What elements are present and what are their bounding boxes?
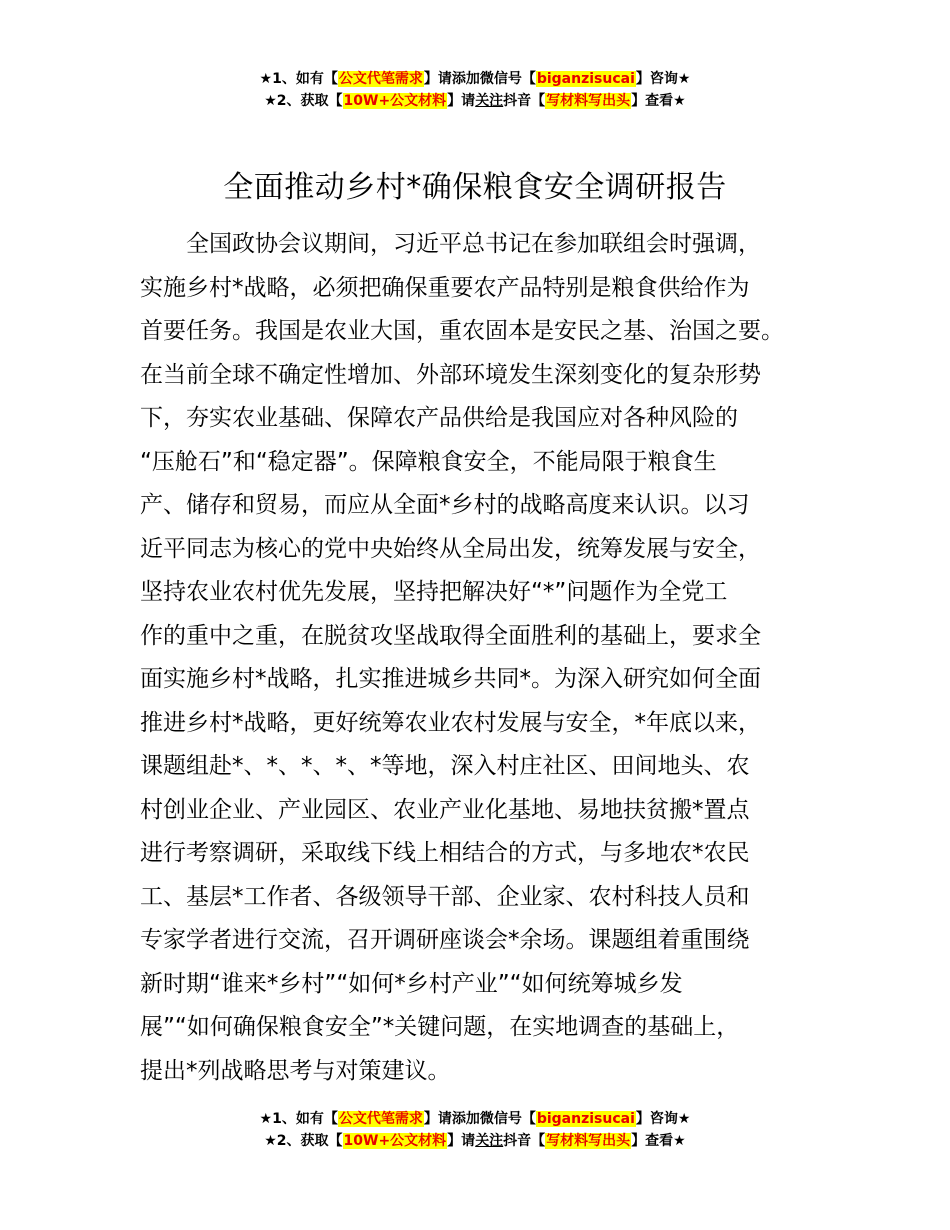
body-line: 村创业企业、产业园区、农业产业化基地、易地扶贫搬*置点 [140, 796, 750, 823]
banner-text: 】请 [447, 1133, 476, 1149]
banner-text: ★2、获取【 [264, 1133, 343, 1149]
banner-text: ★1、如有【 [259, 71, 338, 87]
body-line: 在当前全球不确定性增加、外部环境发生深刻变化的复杂形势 [140, 361, 761, 388]
body-line: 坚持农业农村优先发展，坚持把解决好“*”问题作为全党工 [140, 579, 728, 605]
body-line: 课题组赴*、*、*、*、*等地，深入村庄社区、田间地头、农 [140, 753, 750, 779]
body-line: “压舱石”和“稳定器”。保障粮食安全，不能局限于粮食生 [140, 448, 717, 475]
banner-text: 】查看★ [631, 1133, 686, 1149]
douyin-highlight: 写材料写出头 [546, 93, 631, 109]
banner-text: 抖音【 [503, 93, 546, 109]
document-title: 全面推动乡村*确保粮食安全调研报告 [223, 170, 727, 205]
document-body [140, 223, 820, 1093]
banner-highlight: 10W+公文材料 [343, 93, 447, 109]
body-line: 专家学者进行交流，召开调研座谈会*余场。课题组着重围绕 [140, 927, 750, 953]
body-line: 全国政协会议期间，习近平总书记在参加联组会时强调， [186, 231, 761, 257]
footer-banner [0, 1108, 950, 1152]
banner-highlight: 10W+公文材料 [343, 1133, 447, 1149]
banner-highlight: 公文代笔需求 [338, 71, 423, 87]
body-line: 下，夯实农业基础、保障农产品供给是我国应对各种风险的 [140, 405, 738, 431]
body-line: 作的重中之重，在脱贫攻坚战取得全面胜利的基础上，要求全 [140, 622, 761, 649]
body-line: 提出*列战略思考与对策建议。 [140, 1057, 451, 1084]
wechat-id-highlight: biganzisucai [536, 1111, 635, 1127]
body-line: 进行考察调研，采取线下线上相结合的方式，与多地农*农民 [140, 840, 750, 866]
header-banner [0, 68, 950, 112]
wechat-id-highlight: biganzisucai [536, 71, 635, 87]
banner-line-1 [0, 1108, 950, 1130]
banner-text: 】查看★ [631, 93, 686, 109]
body-line: 近平同志为核心的党中央始终从全局出发，统筹发展与安全， [140, 535, 761, 562]
banner-highlight: 公文代笔需求 [338, 1111, 423, 1127]
body-line: 首要任务。我国是农业大国，重农固本是安民之基、治国之要。 [140, 318, 784, 344]
body-line: 面实施乡村*战略，扎实推进城乡共同*。为深入研究如何全面 [140, 666, 761, 692]
body-line: 新时期“谁来*乡村”“如何*乡村产业”“如何统筹城乡发 [140, 970, 683, 997]
banner-text: 抖音【 [503, 1133, 546, 1149]
douyin-highlight: 写材料写出头 [546, 1133, 631, 1149]
banner-text: 】请 [447, 93, 476, 109]
banner-text: 】请添加微信号【 [423, 1111, 536, 1127]
body-line: 实施乡村*战略，必须把确保重要农产品特别是粮食供给作为 [140, 274, 750, 301]
banner-line-2 [0, 1130, 950, 1152]
body-line: 展”“如何确保粮食安全”*关键问题，在实地调查的基础上， [140, 1014, 740, 1040]
body-line: 推进乡村*战略，更好统筹农业农村发展与安全，*年底以来， [140, 709, 761, 736]
banner-line-1 [0, 68, 950, 90]
body-line: 工、基层*工作者、各级领导干部、企业家、农村科技人员和 [140, 883, 750, 910]
banner-underline: 关注 [475, 93, 504, 109]
banner-underline: 关注 [475, 1133, 504, 1149]
banner-line-2 [0, 90, 950, 112]
banner-text: ★1、如有【 [259, 1111, 338, 1127]
body-line: 产、储存和贸易，而应从全面*乡村的战略高度来认识。以习 [140, 492, 750, 518]
banner-text: ★2、获取【 [264, 93, 343, 109]
banner-text: 】咨询★ [635, 71, 691, 87]
banner-text: 】咨询★ [635, 1111, 691, 1127]
banner-text: 】请添加微信号【 [423, 71, 536, 87]
